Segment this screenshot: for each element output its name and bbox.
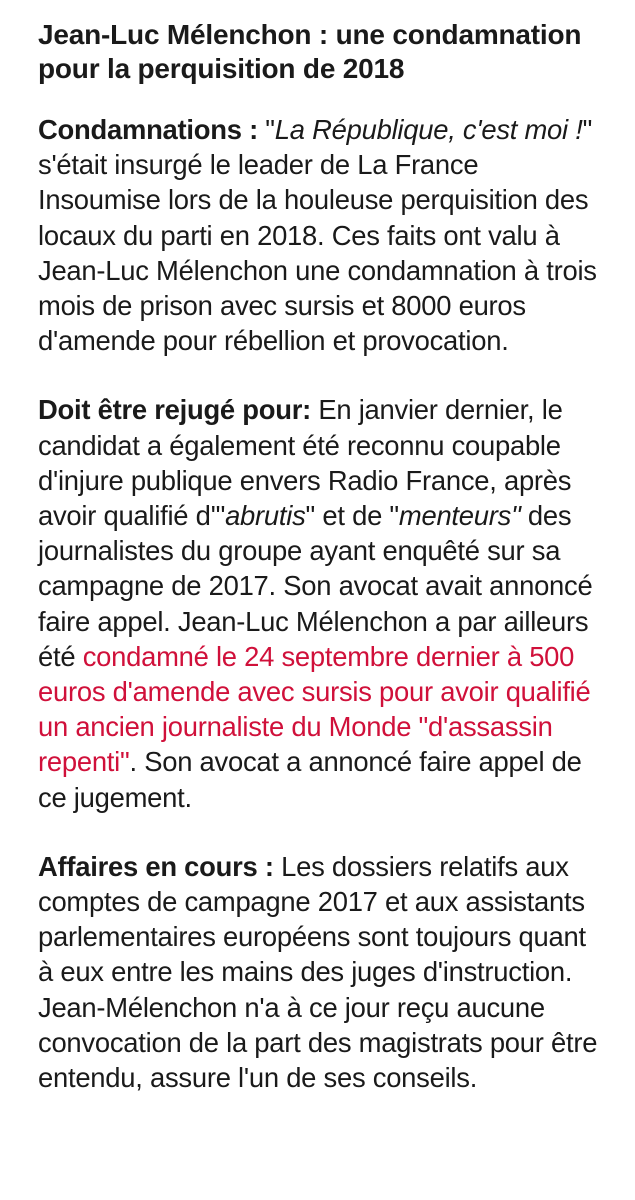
article-title: Jean-Luc Mélenchon : une condamnation pour la perquisition de 2018: [38, 19, 582, 84]
section-label: Condamnations :: [38, 114, 258, 145]
section-condamnations: [38, 112, 605, 358]
section-text: Les dossiers relatifs aux comptes de campagne 2017 et aux assistants parlementaires européens sont toujours quant à eux entre les mains des juges d'instruction. Jean-Mélenchon n'a à ce jour reçu aucune convocation de la part des magistrats pour être entendu, assure l'un de ses conseils.: [38, 850, 598, 1094]
section-affaires: [38, 849, 605, 1095]
section-text: " et de ": [305, 500, 399, 532]
section-label: Affaires en cours :: [38, 850, 274, 882]
section-text: des journalistes du groupe ayant enquêté sur sa campagne de 2017. Son avocat avait annoncé faire appel. Jean-Luc Mélenchon a par ailleurs été: [38, 500, 593, 672]
quote-mark-close: ": [582, 114, 593, 145]
italic-word: abrutis: [225, 500, 306, 532]
section-label: Doit être rejugé pour:: [38, 394, 311, 426]
italic-word: menteurs": [398, 500, 521, 532]
article-link[interactable]: condamné le 24 septembre dernier à 500 euros d'amende avec sursis pour avoir qualifié un ancien journaliste du Monde "d'assassin repenti": [38, 640, 591, 778]
section-text: En janvier dernier, le candidat a également été reconnu coupable d'injure publique envers Radio France, après avoir qualifié d'": [38, 394, 572, 532]
section-rejuge: [38, 392, 605, 814]
quote-mark-open: ": [257, 114, 275, 145]
quote-text: La République, c'est moi !: [274, 114, 583, 145]
section-text: . Son avocat a annoncé faire appel de ce jugement.: [38, 746, 582, 813]
section-text: s'était insurgé le leader de La France Insoumise lors de la houleuse perquisition des locaux du parti en 2018. Ces faits ont valu à Jean-Luc Mélenchon une condamnation à trois mois de prison avec sursis et 8000 euros d'amende pour rébellion et provocation.: [38, 149, 597, 357]
